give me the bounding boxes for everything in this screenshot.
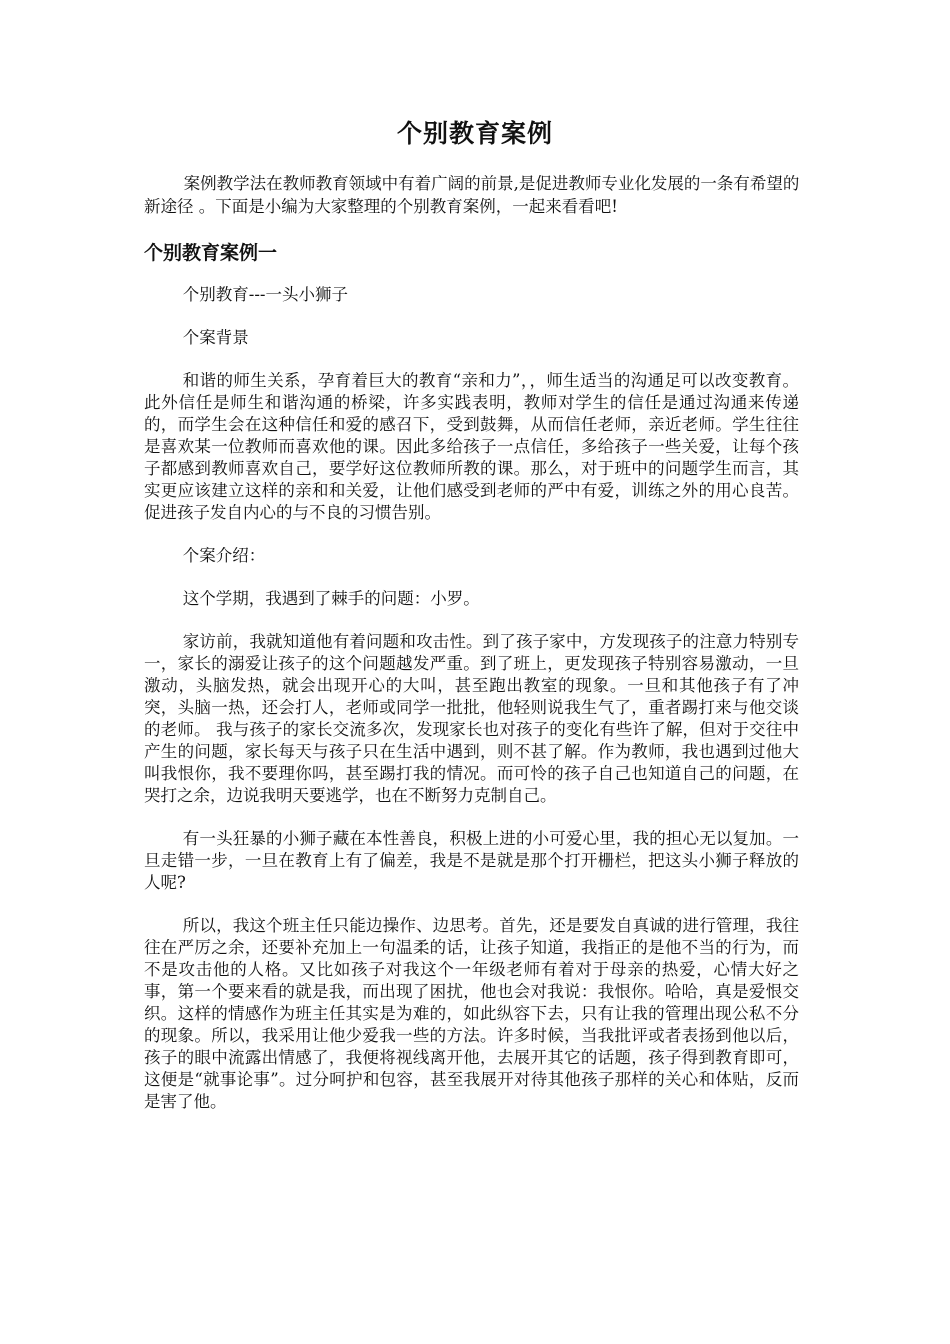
paragraph: 有一头狂暴的小狮子藏在本性善良，积极上进的小可爱心里，我的担心无以复加。一旦走错一步，一旦在教育上有了偏差，我是不是就是那个打开栅栏，把这头小狮子释放的人呢? [144, 829, 799, 892]
document-title: 个别教育案例 [396, 119, 553, 148]
paragraph: 所以，我这个班主任只能边操作、边思考。首先，还是要发自真诚的进行管理，我往往在严厉之余，还要补充加上一句温柔的话，让孩子知道，我指正的是他不当的行为，而不是攻击他的人格。又比如孩子对我这个一年级老师有着对于母亲的热爱，心情大好之事，第一个要来看的就是我，而出现了困扰，他也会对我说：我恨你。哈哈，真是爱恨交织。这样的情感作为班主任其实是为难的，如此纵容下去，只有让我的管理出现公私不分的现象。所以，我采用让他少爱我一些的方法。许多时候，当我批评或者表扬到他以后，孩子的眼中流露出情感了，我便将视线离开他，去展开其它的话题，孩子得到教育即可，这便是“就事论事”。过分呵护和包容，甚至我展开对待其他孩子那样的关心和体贴，反而是害了他。 [144, 916, 799, 1111]
paragraph: 和谐的师生关系，孕育着巨大的教育“亲和力”，，师生适当的沟通足可以改变教育。此外信任是师生和谐沟通的桥梁，许多实践表明，教师对学生的信任是通过沟通来传递的，而学生会在这种信任和爱的感召下，受到鼓舞，从而信任老师，亲近老师。学生往往是喜欢某一位教师而喜欢他的课。因此多给孩子一点信任，多给孩子一些关爱，让每个孩子都感到教师喜欢自己，要学好这位教师所教的课。那么，对于班中的问题学生而言，其实更应该建立这样的亲和和关爱，让他们感受到老师的严中有爱，训练之外的用心良苦。促进孩子发自内心的与不良的习惯告别。 [144, 371, 799, 522]
intro-paragraph: 案例教学法在教师教育领域中有着广阔的前景,是促进教师专业化发展的一条有希望的新途径 。下面是小编为大家整理的个别教育案例，一起来看看吧! [144, 174, 800, 216]
document-body [144, 284, 799, 1134]
paragraph: 个案背景 [182, 328, 249, 347]
paragraph: 个案介绍： [182, 546, 266, 565]
paragraph: 家访前，我就知道他有着问题和攻击性。到了孩子家中，方发现孩子的注意力特别专一，家长的溺爱让孩子的这个问题越发严重。到了班上，更发现孩子特别容易激动，一旦激动，头脑发热，就会出现开心的大叫，甚至跑出教室的现象。一旦和其他孩子有了冲突，头脑一热，还会打人，老师或同学一批批，他轻则说我生气了，重者踢打来与他交谈的老师。 我与孩子的家长交流多次，发现家长也对孩子的变化有些许了解，但对于交往中产生的问题，家长每天与孩子只在生活中遇到，则不甚了解。作为教师，我也遇到过他大叫我恨你，我不要理你吗，甚至踢打我的情况。而可怜的孩子自己也知道自己的问题，在哭打之余，边说我明天要逃学，也在不断努力克制自己。 [144, 632, 799, 805]
paragraph: 这个学期，我遇到了棘手的问题：小罗。 [182, 589, 480, 608]
section-heading: 个别教育案例一 [144, 242, 278, 264]
paragraph: 个别教育---一头小狮子 [182, 285, 348, 304]
